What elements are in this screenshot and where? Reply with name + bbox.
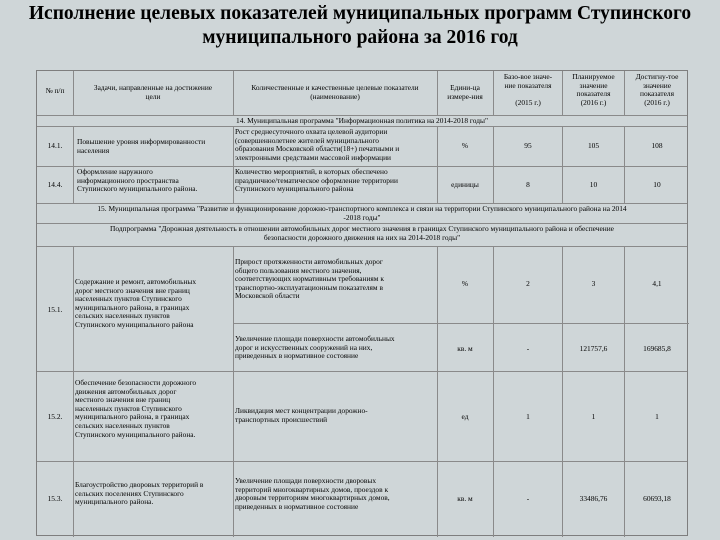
achieved-value-cell: 60693,18	[643, 494, 671, 503]
col-divider	[233, 126, 234, 203]
indicator-cell: Увеличение площади поверхности автомобильных дорог и искусственных сооружений на них, приведенных в нормативное состояние	[235, 334, 395, 361]
task-cell: Обеспечение безопасности дорожного движения автомобильных дорог местного значения вне границ населенных пунктов Ступинского муниципального района, в границах сельских населенных пунктов Ступинского муниципального района.	[75, 378, 197, 439]
col-divider	[562, 126, 563, 203]
unit-cell: ед	[461, 412, 469, 421]
indicator-cell: Рост среднесуточного охвата целевой аудитории (совершеннолетнее жителей муниципального образования Московской области(18+) печатными и электронными средствами массовой информации	[235, 127, 400, 162]
task-cell: Содержание и ремонт, автомобильных дорог местного значения вне границ населенных пунктов Ступинского муниципального района, в границах сельских населенных пунктов Ступинского муниципального района	[75, 277, 197, 329]
col-divider	[562, 71, 563, 115]
header-number: № п/п	[45, 86, 65, 95]
col-divider	[437, 71, 438, 115]
row-divider	[37, 461, 687, 462]
header-base-value: Базо-вое значе- ние показателя (2015 г.)	[503, 72, 553, 107]
header-achieved-value: Достигну-тое значение показателя (2016 г.)	[635, 72, 679, 107]
subprogram-heading: Подпрограмма "Дорожная деятельность в отношении автомобильных дорог местного значения в границах Ступинского муниципального района и обеспечение безопасности дорожного движения на них на 2014-2018 годы"	[110, 224, 614, 242]
col-divider	[624, 126, 625, 203]
row-divider	[37, 371, 687, 372]
indicator-cell: Ликвидация мест концентрации дорожно- транспортных происшествий	[235, 406, 368, 424]
base-value-cell: -	[526, 344, 530, 353]
col-divider	[233, 71, 234, 115]
program-15-heading: 15. Муниципальная программа "Развитие и функционирование дорожно-транспортного комплекса и связи на территории Ступинского муниципального района на 2014 -2018 годы"	[97, 204, 627, 222]
col-divider	[493, 71, 494, 115]
col-divider	[73, 126, 74, 203]
col-divider	[493, 246, 494, 537]
achieved-value-cell: 10	[653, 180, 661, 189]
header-unit: Едини-ца измере-ния	[447, 83, 483, 101]
unit-cell: кв. м	[457, 494, 473, 503]
col-divider	[624, 71, 625, 115]
indicator-cell: Увеличение площади поверхности дворовых территорий многоквартирных домов, проездов к дворовым территориям многоквартирных домов, приведенных в нормативное состояние	[235, 476, 390, 511]
planned-value-cell: 121757,6	[579, 344, 608, 353]
col-divider	[624, 246, 625, 537]
row-divider	[37, 246, 687, 247]
row-divider	[233, 323, 689, 324]
planned-value-cell: 1	[591, 412, 596, 421]
task-cell: Благоустройство дворовых территорий в сельских поселениях Ступинского муниципального района.	[75, 480, 204, 507]
col-divider	[493, 126, 494, 203]
achieved-value-cell: 1	[655, 412, 659, 421]
indicator-cell: Прирост протяженности автомобильных дорог общего пользования местного значения, соответствующих нормативным требованиям к транспортно-эксплуатационным показателям в Московской области	[235, 257, 384, 301]
unit-cell: единицы	[451, 180, 479, 189]
col-divider	[73, 71, 74, 115]
indicator-cell: Количество мероприятий, в которых обеспечено праздничное/тематическое оформление территории Ступинского муниципального района	[235, 167, 398, 194]
base-value-cell: -	[526, 494, 530, 503]
unit-cell: %	[461, 279, 469, 288]
base-value-cell: 1	[526, 412, 530, 421]
planned-value-cell: 105	[587, 141, 600, 150]
header-task: Задачи, направленные на достижение цели	[93, 83, 213, 101]
unit-cell: %	[461, 141, 469, 150]
base-value-cell: 2	[526, 279, 530, 288]
col-divider	[73, 246, 74, 537]
row-number: 15.2.	[47, 412, 63, 421]
program-14-heading: 14. Муниципальная программа "Информационная политика на 2014-2018 годы"	[236, 116, 488, 125]
task-cell: Повышение уровня информированности населения	[77, 137, 206, 155]
planned-value-cell: 10	[589, 180, 598, 189]
base-value-cell: 8	[526, 180, 530, 189]
planned-value-cell: 3	[591, 279, 596, 288]
indicators-table	[36, 70, 688, 536]
col-divider	[437, 246, 438, 537]
col-divider	[562, 246, 563, 537]
header-planned-value: Планируемое значение показателя (2016 г.)	[572, 72, 615, 107]
row-number: 15.3.	[47, 494, 63, 503]
header-indicator: Количественные и качественные целевые показатели (наименование)	[251, 83, 419, 101]
achieved-value-cell: 108	[651, 141, 663, 150]
col-divider	[437, 126, 438, 203]
row-number: 14.4.	[47, 180, 63, 189]
base-value-cell: 95	[524, 141, 532, 150]
unit-cell: кв. м	[457, 344, 473, 353]
achieved-value-cell: 169685,8	[643, 344, 671, 353]
achieved-value-cell: 4,1	[652, 279, 662, 288]
row-number: 14.1.	[47, 141, 63, 150]
row-number: 15.1.	[47, 305, 63, 314]
planned-value-cell: 33486,76	[579, 494, 608, 503]
task-cell: Оформление наружного информационного пространства Ступинского муниципального района.	[77, 167, 198, 194]
page-title: Исполнение целевых показателей муниципальных программ Ступинского муниципального района за 2016 год	[28, 3, 692, 48]
